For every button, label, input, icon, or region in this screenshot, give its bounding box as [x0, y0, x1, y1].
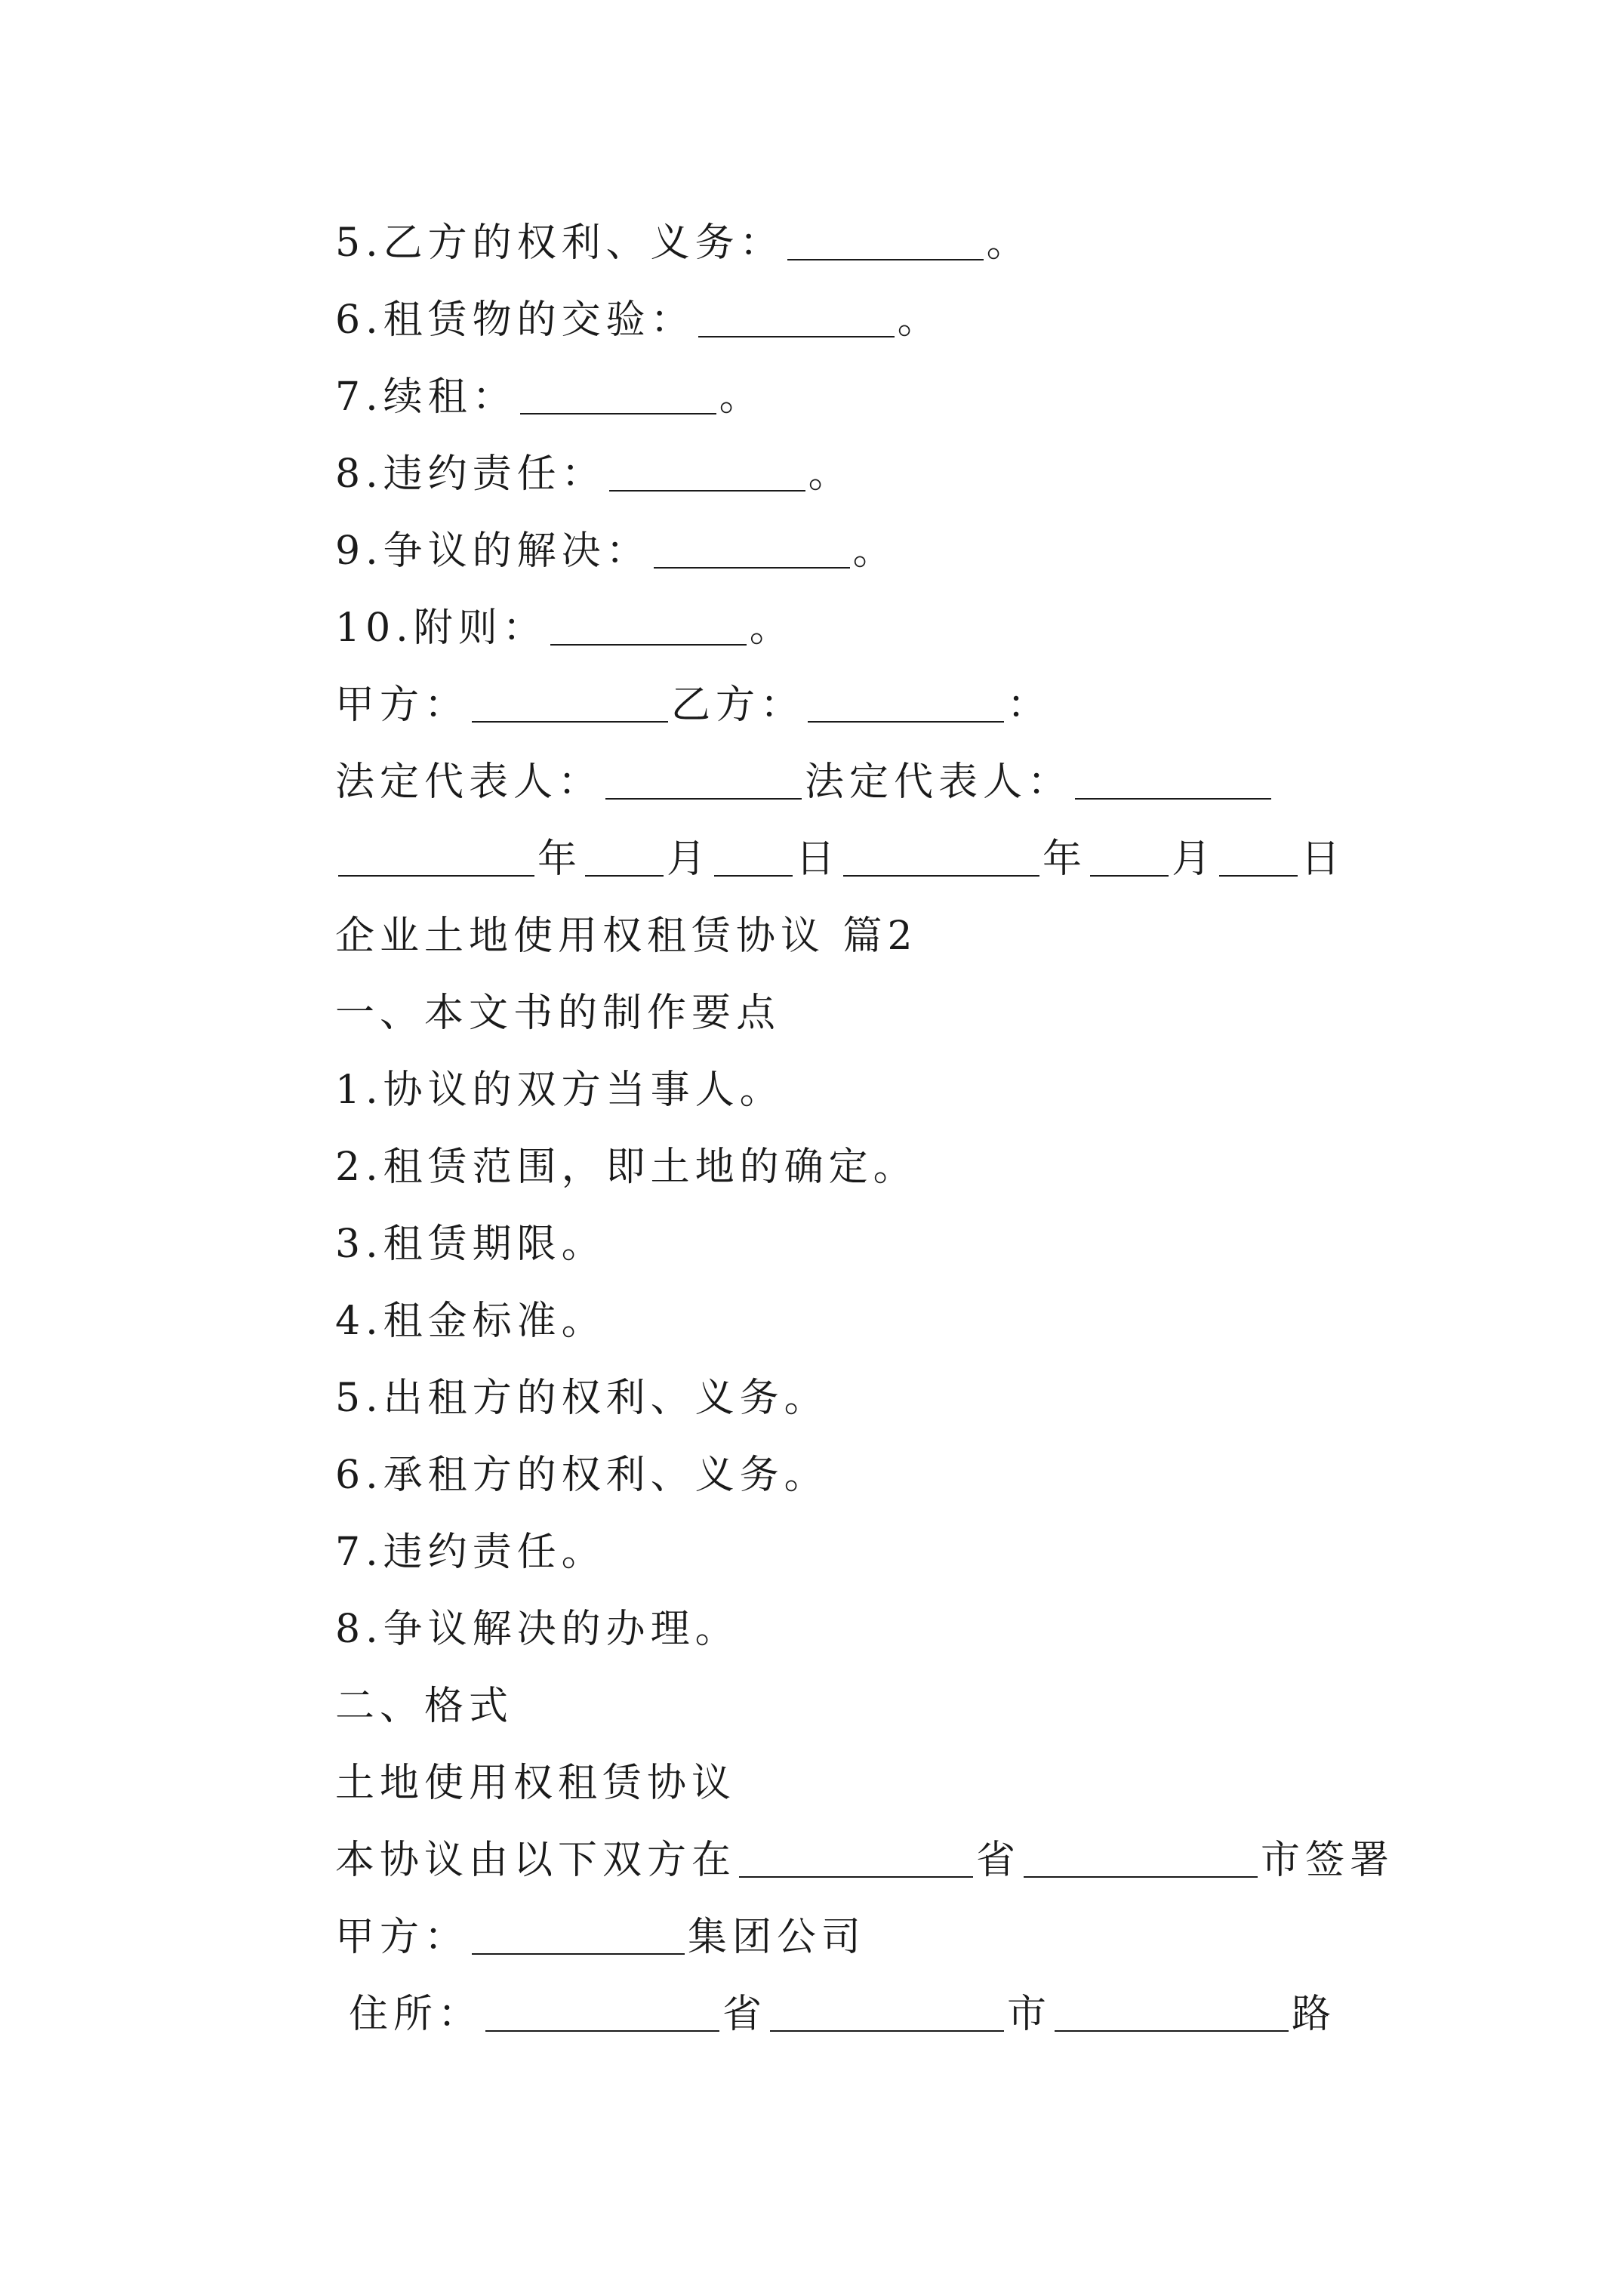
signing-location	[335, 1830, 1394, 1891]
clause-end: 。	[719, 374, 764, 420]
date-blank[interactable]	[843, 834, 1039, 877]
party-a-company	[335, 1907, 866, 1968]
signature-representatives	[335, 752, 1274, 812]
subheading-format: 二、格式	[335, 1684, 514, 1729]
city-blank[interactable]	[1024, 1835, 1258, 1878]
signature-dates	[335, 829, 1345, 889]
clause-10-supplementary	[335, 598, 794, 658]
city-blank[interactable]	[770, 1989, 1004, 2032]
date-blank[interactable]	[714, 834, 793, 877]
date-blank[interactable]	[585, 834, 664, 877]
month-label: 月	[667, 837, 712, 882]
province-blank[interactable]	[485, 1989, 719, 2032]
clause-label: 6.租赁物的交验：	[335, 297, 695, 343]
list-item: 3.租赁期限。	[335, 1222, 606, 1267]
fill-blank[interactable]	[609, 449, 805, 492]
month-label: 月	[1172, 837, 1217, 882]
fill-blank[interactable]	[654, 526, 850, 569]
signing-label: 本协议由以下双方在	[335, 1838, 737, 1883]
clause-end: 。	[986, 220, 1031, 266]
province-blank[interactable]	[739, 1835, 973, 1878]
clause-9-dispute	[335, 521, 898, 581]
list-item: 8.争议解决的办理。	[335, 1607, 740, 1652]
date-blank[interactable]	[1219, 834, 1298, 877]
party-a-label: 甲方：	[335, 1915, 470, 1960]
colon: ：	[1007, 683, 1052, 728]
party-a-blank[interactable]	[472, 680, 668, 723]
clause-label: 9.争议的解决：	[335, 529, 651, 574]
rep-a-label: 法定代表人：	[335, 760, 603, 805]
date-blank[interactable]	[1090, 834, 1169, 877]
province-label: 省	[722, 1992, 768, 2037]
fill-blank[interactable]	[550, 603, 747, 646]
clause-label: 5.乙方的权利、义务：	[335, 220, 784, 266]
clause-5-party-b-rights	[335, 213, 1031, 273]
day-label: 日	[1301, 837, 1346, 882]
clause-7-renewal	[335, 367, 764, 427]
company-suffix: 集团公司	[688, 1915, 867, 1960]
rep-b-blank[interactable]	[1075, 757, 1271, 800]
company-blank[interactable]	[472, 1912, 685, 1955]
clause-label: 10.附则：	[335, 606, 547, 651]
year-label: 年	[1042, 837, 1088, 882]
city-label: 市	[1007, 1992, 1052, 2037]
section-heading: 企业土地使用权租赁协议 篇2	[335, 914, 918, 959]
rep-a-blank[interactable]	[605, 757, 802, 800]
clause-end: 。	[808, 451, 853, 497]
list-item: 6.承租方的权利、义务。	[335, 1453, 829, 1498]
clause-6-inspection	[335, 290, 942, 350]
list-item: 2.租赁范围，即土地的确定。	[335, 1145, 918, 1190]
road-blank[interactable]	[1055, 1989, 1289, 2032]
fill-blank[interactable]	[520, 372, 716, 415]
clause-end: 。	[852, 529, 898, 574]
clause-label: 7.续租：	[335, 374, 517, 420]
party-b-label: 乙方：	[671, 683, 805, 728]
date-blank[interactable]	[338, 834, 534, 877]
party-a-address	[349, 1984, 1336, 2045]
party-b-blank[interactable]	[808, 680, 1004, 723]
clause-end: 。	[749, 606, 794, 651]
address-label: 住所：	[349, 1992, 483, 2037]
clause-end: 。	[897, 297, 942, 343]
day-label: 日	[796, 837, 841, 882]
road-label: 路	[1292, 1992, 1337, 2037]
province-label: 省	[976, 1838, 1021, 1883]
signature-parties	[335, 675, 1052, 735]
agreement-title: 土地使用权租赁协议	[335, 1761, 737, 1806]
year-label: 年	[537, 837, 583, 882]
fill-blank[interactable]	[698, 295, 895, 337]
clause-8-liability	[335, 444, 853, 504]
city-signed-label: 市签署	[1261, 1838, 1395, 1883]
clause-label: 8.违约责任：	[335, 451, 606, 497]
rep-b-label: 法定代表人：	[805, 760, 1073, 805]
list-item: 1.协议的双方当事人。	[335, 1068, 784, 1113]
list-item: 7.违约责任。	[335, 1530, 606, 1575]
fill-blank[interactable]	[787, 218, 984, 260]
subheading-drafting-points: 一、本文书的制作要点	[335, 991, 781, 1036]
list-item: 4.租金标准。	[335, 1299, 606, 1344]
party-a-label: 甲方：	[335, 683, 470, 728]
list-item: 5.出租方的权利、义务。	[335, 1376, 829, 1421]
